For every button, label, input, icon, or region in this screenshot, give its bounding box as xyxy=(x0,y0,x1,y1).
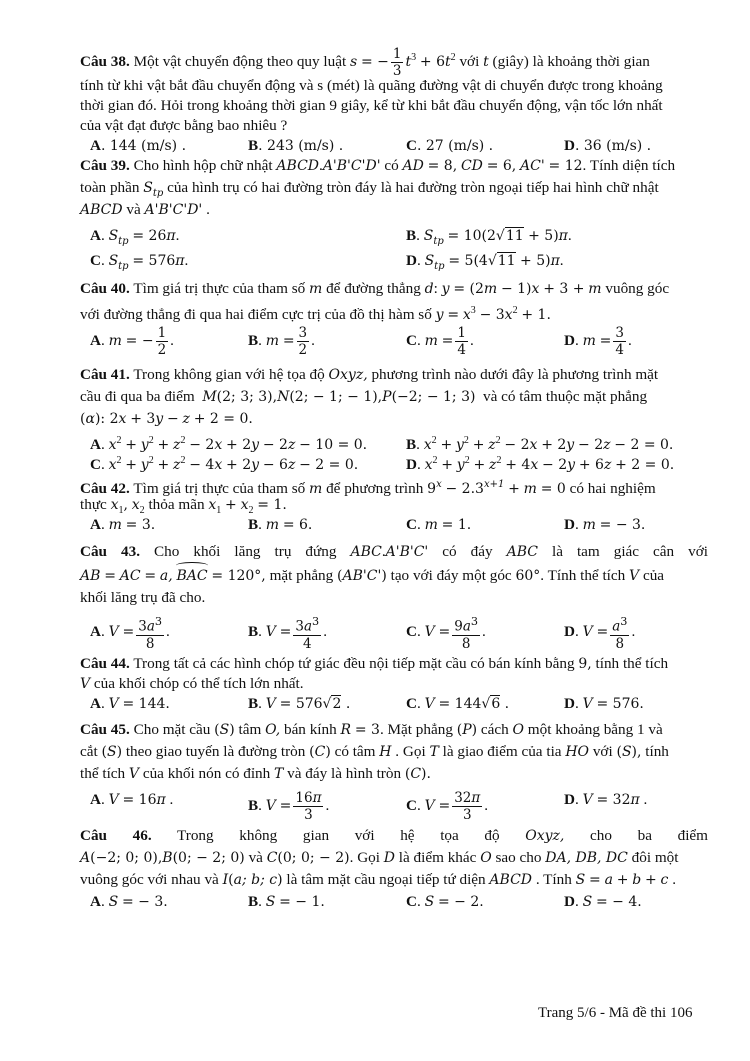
question-line: V của khối chóp có thể tích lớn nhất. xyxy=(80,675,304,692)
option-a[interactable]: A. $x^2 + y^2 + z^2 - 2x + 2y - 2z - 10 = 0$. xyxy=(90,435,368,454)
question-line: thực $x_1$, $x_2$ thỏa mãn $x_1 + x_2 = 1$. xyxy=(80,496,287,517)
question-line: AB = AC = a, BAC = 120°, mặt phẳng (AB'C') tạo với đáy một góc 60°. Tính thể tích V của xyxy=(80,567,665,584)
option-b[interactable]: B. m = $\frac{3}{2}$ . xyxy=(248,325,315,358)
question-label: Câu 40. xyxy=(80,280,130,297)
option-c[interactable]: C. V = $\frac{9a^3}{8}$ . xyxy=(406,615,486,652)
option-a[interactable]: A. m = 3. xyxy=(90,516,156,533)
question-label: Câu 45. xyxy=(80,721,130,738)
question-line: Câu 46. Trong không gian với hệ tọa độ Oxyz, cho ba điểm xyxy=(80,827,708,844)
option-b[interactable]: B. m = 6. xyxy=(248,516,313,533)
question-line: Câu 39. Cho hình hộp chữ nhật ABCD.A'B'C'D' có AD = 8, CD = 6, AC' = 12. Tính diện tích xyxy=(80,157,676,174)
option-b[interactable]: B. V = 576√2 . xyxy=(248,695,351,712)
option-a[interactable]: A. S = − 3. xyxy=(90,893,168,910)
option-b[interactable]: B. V = $\frac{16\pi}{3}$ . xyxy=(248,790,330,823)
question-line: Câu 43. Cho khối lăng trụ đứng ABC.A'B'C' có đáy ABC là tam giác cân với xyxy=(80,543,708,560)
option-d[interactable]: D. V = $\frac{a^3}{8}$ . xyxy=(564,615,636,652)
question-line: của vật đạt được bằng bao nhiêu ? xyxy=(80,117,288,134)
option-c[interactable]: C. 27 (m/s) . xyxy=(406,137,494,154)
option-d[interactable]: D. m = − 3. xyxy=(564,516,646,533)
option-b[interactable]: B. $S_{tp} = 10(2√11 + 5)\pi$. xyxy=(406,227,572,248)
question-line: thể tích V của khối nón có đỉnh T và đáy là hình tròn (C). xyxy=(80,765,431,782)
question-line: (α): 2x + 3y − z + 2 = 0. xyxy=(80,411,253,427)
option-c[interactable]: C. V = 144√6 . xyxy=(406,695,510,712)
question-line: Câu 38. Một vật chuyển động theo quy luật s = − $\frac{1}{3}$ $t^3 + 6t^2$ với t (giây) là khoảng thời gian xyxy=(80,46,650,79)
option-a[interactable]: A. V = $\frac{3a^3}{8}$ . xyxy=(90,615,170,652)
question-line: toàn phần $S_{tp}$ của hình trụ có hai đường tròn đáy là hai đường tròn ngoại tiếp hai hình chữ nhật xyxy=(80,179,659,200)
question-label: Câu 43. xyxy=(80,543,141,560)
option-d[interactable]: D. V = 576. xyxy=(564,695,644,712)
option-c[interactable]: C. $x^2 + y^2 + z^2 - 4x + 2y - 6z - 2 = 0$. xyxy=(90,455,359,474)
question-line: Câu 41. Trong không gian với hệ tọa độ Oxyz, phương trình nào dưới đây là phương trình mặt xyxy=(80,366,659,383)
option-a[interactable]: A. $S_{tp} = 26\pi$. xyxy=(90,227,180,248)
question-line: khối lăng trụ đã cho. xyxy=(80,589,206,606)
question-line: cắt (S) theo giao tuyến là đường tròn (C) có tâm H . Gọi T là giao điểm của tia HO với (S), tính xyxy=(80,743,669,760)
question-line: cầu đi qua ba điểm M(2; 3; 3),N(2; − 1; − 1),P(−2; − 1; 3) và có tâm thuộc mặt phẳng xyxy=(80,388,648,405)
option-d[interactable]: D. V = 32π . xyxy=(564,791,648,808)
option-c[interactable]: C. m = $\frac{1}{4}$ . xyxy=(406,325,474,358)
option-b[interactable]: B. S = − 1. xyxy=(248,893,325,910)
question-label: Câu 38. xyxy=(80,52,130,70)
question-line: thời gian đó. Hỏi trong khoảng thời gian 9 giây, kể từ khi bắt đầu chuyển động, vận tốc lớn nhất xyxy=(80,97,663,114)
question-label: Câu 44. xyxy=(80,655,130,672)
question-label: Câu 39. xyxy=(80,157,130,174)
option-b[interactable]: B. $x^2 + y^2 + z^2 - 2x + 2y - 2z - 2 = 0$. xyxy=(406,435,674,454)
option-b[interactable]: B. 243 (m/s) . xyxy=(248,137,344,154)
question-line: với đường thẳng đi qua hai điểm cực trị của đồ thị hàm số $y = x^3 - 3x^2 + 1$. xyxy=(80,305,551,324)
option-a[interactable]: A. V = 16π . xyxy=(90,791,174,808)
question-line: ABCD và A'B'C'D' . xyxy=(80,201,210,218)
question-line: Câu 42. Tìm giá trị thực của tham số m để phương trình $9^x - 2.3^{x+1} + m = 0$ có hai nghiệm xyxy=(80,479,656,498)
question-label: Câu 46. xyxy=(80,827,152,844)
option-a[interactable]: A. 144 (m/s) . xyxy=(90,137,187,154)
option-b[interactable]: B. V = $\frac{3a^3}{4}$ . xyxy=(248,615,328,652)
question-line: Câu 45. Cho mặt cầu (S) tâm O, bán kính R = 3. Mặt phẳng (P) cách O một khoảng bằng 1 và xyxy=(80,721,663,738)
page-footer: Trang 5/6 - Mã đề thi 106 xyxy=(538,1005,693,1021)
question-line: Câu 40. Tìm giá trị thực của tham số m để đường thẳng d: y = (2m − 1)x + 3 + m vuông góc xyxy=(80,280,670,297)
option-c[interactable]: C. V = $\frac{32\pi}{3}$ . xyxy=(406,790,489,823)
question-line: vuông góc với nhau và I(a; b; c) là tâm mặt cầu ngoại tiếp tứ diện ABCD . Tính S = a + b + c . xyxy=(80,871,676,888)
question-label: Câu 42. xyxy=(80,480,130,498)
option-d[interactable]: D. 36 (m/s) . xyxy=(564,137,652,154)
option-d[interactable]: D. S = − 4. xyxy=(564,893,642,910)
question-label: Câu 41. xyxy=(80,366,130,383)
option-c[interactable]: C. S = − 2. xyxy=(406,893,484,910)
question-line: tính từ khi vật bắt đầu chuyển động và s (mét) là quãng đường vật di chuyển được trong khoảng xyxy=(80,77,663,94)
question-line: Câu 44. Trong tất cả các hình chóp tứ giác đều nội tiếp mặt cầu có bán kính bằng 9, tính thể tích xyxy=(80,655,669,672)
question-line: A(−2; 0; 0),B(0; − 2; 0) và C(0; 0; − 2). Gọi D là điểm khác O sao cho DA, DB, DC đôi một xyxy=(80,849,679,866)
option-d[interactable]: D. $x^2 + y^2 + z^2 + 4x - 2y + 6z + 2 = 0$. xyxy=(406,455,675,474)
option-a[interactable]: A. V = 144. xyxy=(90,695,170,712)
option-d[interactable]: D. $S_{tp} = 5(4√11 + 5)\pi$. xyxy=(406,252,564,273)
option-c[interactable]: C. m = 1. xyxy=(406,516,472,533)
option-d[interactable]: D. m = $\frac{3}{4}$ . xyxy=(564,325,632,358)
option-a[interactable]: A. m = − $\frac{1}{2}$ . xyxy=(90,325,174,358)
option-c[interactable]: C. $S_{tp} = 576\pi$. xyxy=(90,252,189,273)
